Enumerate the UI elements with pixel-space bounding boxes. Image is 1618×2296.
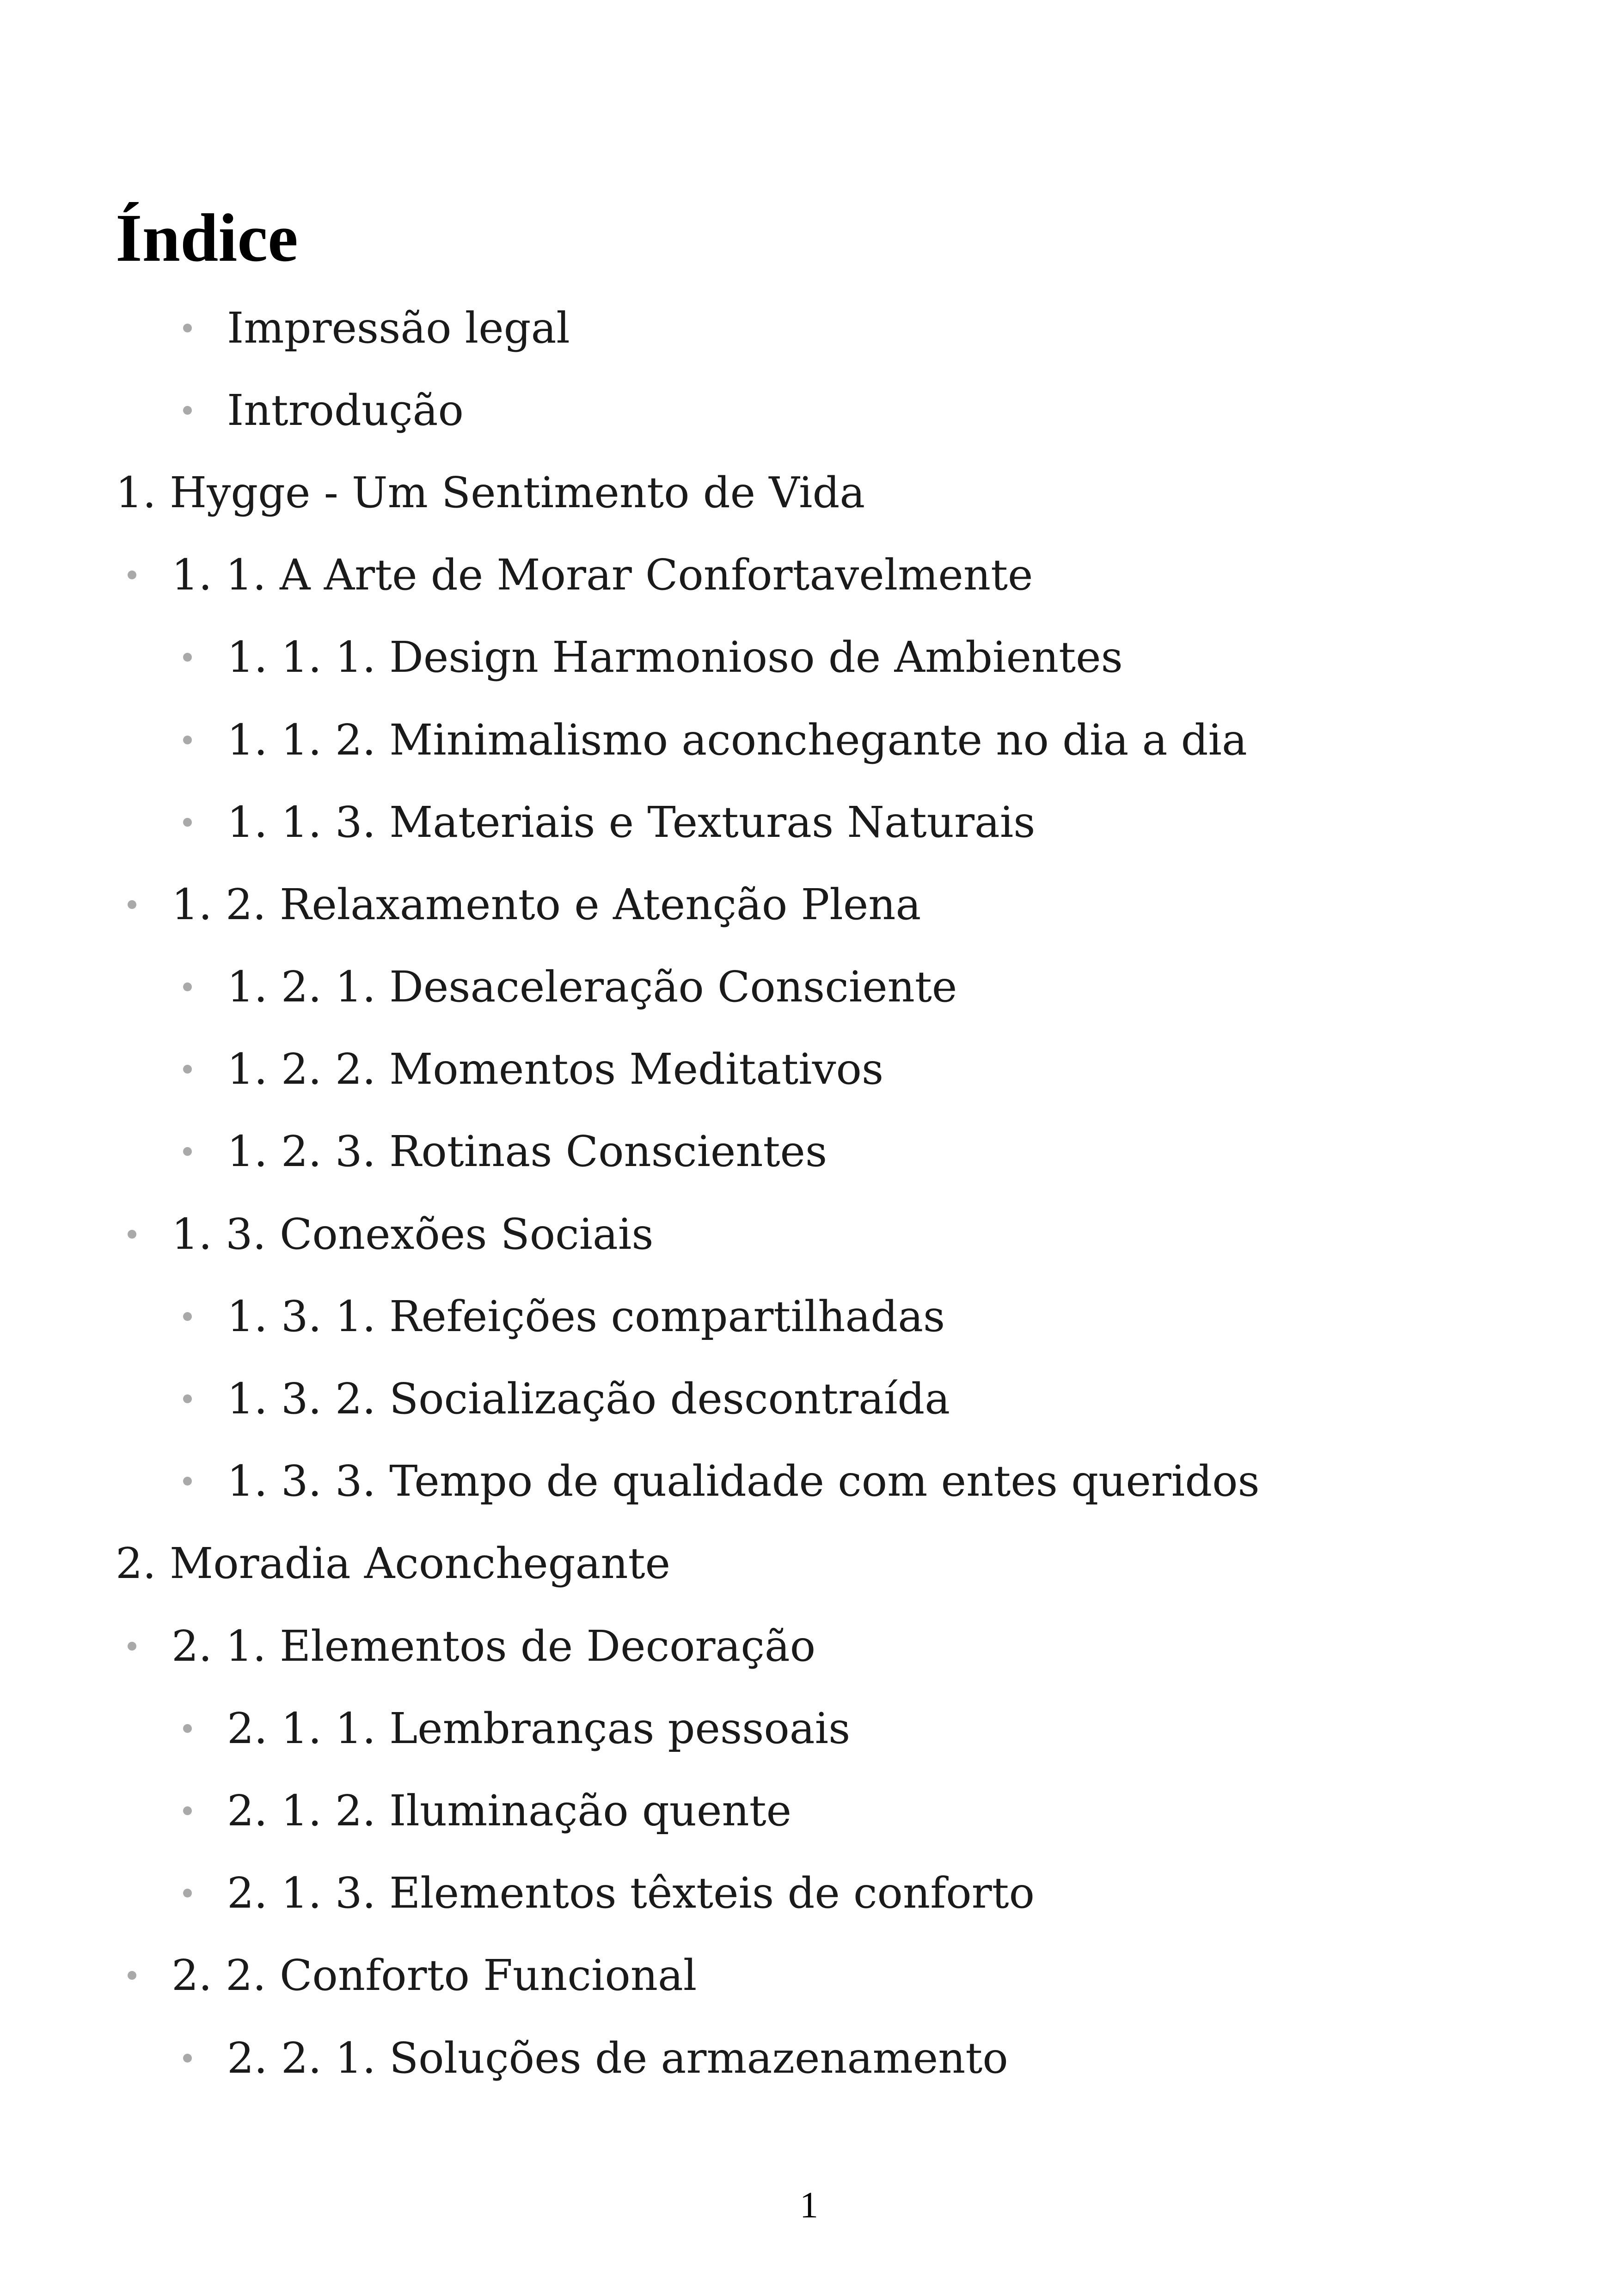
table-of-contents <box>0 287 1618 2099</box>
bullet-icon <box>183 653 192 662</box>
toc-entry[interactable] <box>0 534 1618 616</box>
bullet-icon <box>183 1806 192 1815</box>
toc-entry[interactable] <box>0 451 1618 534</box>
toc-entry-label: 1. 1. A Arte de Morar Confortavelmente <box>172 550 1033 600</box>
toc-entry[interactable] <box>0 1687 1618 1769</box>
bullet-icon <box>128 1642 136 1651</box>
bullet-icon <box>183 1724 192 1733</box>
toc-entry[interactable] <box>0 616 1618 699</box>
bullet-icon <box>128 1971 136 1980</box>
bullet-icon <box>183 1065 192 1074</box>
toc-entry-label: 1. 2. Relaxamento e Atenção Plena <box>172 879 921 929</box>
toc-entry[interactable] <box>0 369 1618 451</box>
bullet-icon <box>183 1147 192 1156</box>
toc-entry[interactable] <box>0 1028 1618 1111</box>
bullet-icon <box>183 1477 192 1486</box>
toc-entry-label: 1. 2. 3. Rotinas Conscientes <box>227 1127 827 1177</box>
toc-entry[interactable] <box>0 1522 1618 1605</box>
toc-entry-label: Impressão legal <box>227 303 570 353</box>
toc-entry[interactable] <box>0 1852 1618 1934</box>
bullet-icon <box>183 818 192 827</box>
toc-entry-label: 1. 3. Conexões Sociais <box>172 1209 654 1259</box>
toc-entry-label: 1. 2. 2. Momentos Meditativos <box>227 1044 884 1094</box>
toc-entry[interactable] <box>0 1275 1618 1357</box>
toc-entry[interactable] <box>0 1440 1618 1522</box>
bullet-icon <box>183 982 192 991</box>
toc-entry-label: 2. 1. 1. Lembranças pessoais <box>227 1703 851 1753</box>
page-title: Índice <box>116 200 298 276</box>
bullet-icon <box>128 900 136 909</box>
toc-entry-label: 1. 1. 1. Design Harmonioso de Ambientes <box>227 632 1123 682</box>
bullet-icon <box>183 2054 192 2063</box>
toc-entry[interactable] <box>0 1605 1618 1687</box>
bullet-icon <box>128 571 136 579</box>
toc-entry-label: 1. 3. 1. Refeições compartilhadas <box>227 1291 945 1341</box>
toc-entry[interactable] <box>0 863 1618 945</box>
bullet-icon <box>183 406 192 415</box>
bullet-icon <box>183 1394 192 1403</box>
bullet-icon <box>183 736 192 744</box>
bullet-icon <box>183 1889 192 1897</box>
toc-entry[interactable] <box>0 699 1618 781</box>
toc-entry-label: 1. Hygge - Um Sentimento de Vida <box>116 467 865 517</box>
page-number: 1 <box>800 2185 818 2226</box>
toc-entry-label: 1. 3. 2. Socialização descontraída <box>227 1374 950 1424</box>
toc-entry-label: 2. 1. 3. Elementos têxteis de conforto <box>227 1868 1035 1918</box>
toc-entry-label: 2. Moradia Aconchegante <box>116 1539 671 1589</box>
bullet-icon <box>128 1230 136 1239</box>
toc-entry[interactable] <box>0 1934 1618 2017</box>
toc-entry-label: 1. 1. 2. Minimalismo aconchegante no dia a dia <box>227 715 1247 765</box>
toc-entry[interactable] <box>0 1193 1618 1275</box>
toc-entry-label: 1. 2. 1. Desaceleração Consciente <box>227 962 957 1012</box>
toc-entry[interactable] <box>0 1357 1618 1440</box>
toc-entry-label: 2. 1. Elementos de Decoração <box>172 1621 816 1671</box>
toc-entry-label: 2. 1. 2. Iluminação quente <box>227 1786 792 1836</box>
toc-entry[interactable] <box>0 2017 1618 2099</box>
toc-entry-label: 1. 1. 3. Materiais e Texturas Naturais <box>227 797 1036 847</box>
toc-entry[interactable] <box>0 287 1618 369</box>
toc-entry[interactable] <box>0 1111 1618 1193</box>
toc-entry[interactable] <box>0 781 1618 863</box>
toc-entry-label: 2. 2. 1. Soluções de armazenamento <box>227 2033 1008 2083</box>
toc-entry[interactable] <box>0 946 1618 1028</box>
bullet-icon <box>183 324 192 332</box>
toc-entry[interactable] <box>0 1769 1618 1852</box>
toc-entry-label: 2. 2. Conforto Funcional <box>172 1951 697 2001</box>
toc-entry-label: Introdução <box>227 385 464 435</box>
toc-entry-label: 1. 3. 3. Tempo de qualidade com entes queridos <box>227 1456 1260 1506</box>
bullet-icon <box>183 1312 192 1321</box>
